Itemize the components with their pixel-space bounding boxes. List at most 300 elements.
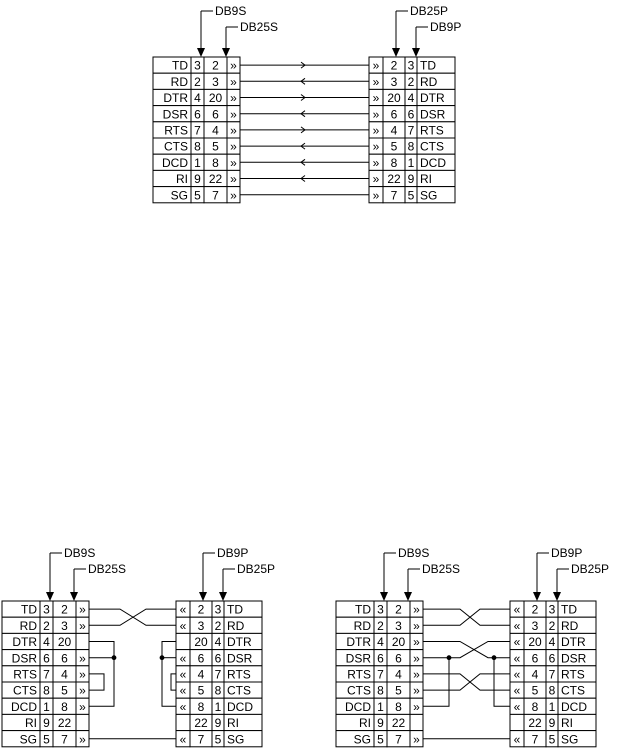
db9-pin-number: 5: [377, 732, 384, 747]
pin-row-dcd: [176, 698, 262, 714]
db25-pin-number: 8: [197, 699, 205, 714]
pointer-arrowhead: [404, 592, 412, 601]
signal-name: DTR: [12, 635, 37, 650]
signal-name: RTS: [227, 667, 251, 682]
signal-name: DTR: [420, 91, 445, 106]
left-connector-labels: [46, 546, 126, 601]
direction-glyph: «: [513, 651, 521, 666]
direction-glyph: «: [179, 651, 187, 666]
db9-pin-number: 1: [194, 155, 201, 170]
db25-pin-number: 6: [61, 651, 68, 666]
pointer-arrowhead: [70, 592, 78, 601]
direction-glyph: «: [179, 683, 187, 698]
crossover-wire: [423, 642, 510, 658]
db9-pin-number: 8: [43, 683, 50, 698]
direction-glyph: »: [372, 107, 380, 122]
db9-pin-number: 9: [377, 716, 384, 731]
signal-name: DTR: [561, 635, 586, 650]
db9-pin-number: 3: [43, 602, 50, 617]
pin-row-ri: [336, 714, 423, 730]
loopback-wire: [89, 674, 104, 690]
db9-pin-number: 6: [194, 107, 201, 122]
pointer-arrowhead: [199, 592, 207, 601]
pointer-arrowhead: [553, 592, 561, 601]
direction-glyph: »: [372, 123, 380, 138]
signal-name: DCD: [561, 699, 587, 714]
crossover-wire: [423, 609, 510, 625]
pin-row-dcd: [153, 154, 240, 170]
direction-glyph: »: [230, 58, 237, 73]
pin-row-dtr: [2, 633, 89, 649]
signal-name: DCD: [162, 155, 188, 170]
db9-pin-number: 8: [407, 139, 415, 154]
connector-label: DB9S: [398, 546, 430, 560]
pointer-arrowhead: [46, 592, 54, 601]
signal-name: DSR: [345, 651, 371, 666]
pin-row-cts: [336, 682, 423, 698]
direction-glyph: «: [513, 683, 521, 698]
pointer-arrowhead: [412, 48, 420, 57]
db25-pin-number: 6: [395, 651, 402, 666]
db25-pin-number: 20: [57, 635, 72, 650]
direction-glyph: «: [179, 667, 187, 682]
crossover-wire: [423, 642, 510, 658]
signal-name: RI: [227, 716, 239, 731]
db9-pin-number: 6: [377, 651, 384, 666]
signal-name: RTS: [347, 667, 371, 682]
pin-row-rts: [176, 666, 262, 682]
db25-pin-number: 5: [212, 139, 219, 154]
pin-row-dsr: [176, 650, 262, 666]
diagram-null-modem-full-handshake: [336, 546, 609, 747]
direction-glyph: »: [413, 667, 420, 682]
db9-pin-number: 9: [214, 716, 222, 731]
direction-glyph: »: [79, 683, 86, 698]
diagram-straight-through: [153, 4, 461, 203]
signal-name: DSR: [420, 107, 446, 122]
pointer-arrowhead: [219, 592, 227, 601]
signal-name: CTS: [420, 139, 444, 154]
connector-label: DB25P: [571, 562, 610, 576]
db9-pin-number: 1: [548, 699, 556, 714]
db9-pin-number: 1: [43, 699, 50, 714]
left-connector-labels: [197, 4, 278, 57]
db9-pin-number: 7: [194, 123, 201, 138]
direction-glyph: »: [413, 635, 420, 650]
left-connector-labels: [380, 546, 460, 601]
signal-name: DTR: [163, 91, 188, 106]
signal-name: DCD: [227, 699, 253, 714]
db9-pin-number: 9: [194, 172, 201, 187]
direction-glyph: «: [513, 635, 521, 650]
signal-name: CTS: [347, 683, 371, 698]
wires: [89, 609, 176, 739]
signal-name: RI: [25, 716, 37, 731]
db9-pin-number: 5: [43, 732, 50, 747]
db25-pin-number: 22: [194, 716, 208, 731]
db9-pin-number: 3: [214, 602, 222, 617]
db9-pin-number: 4: [43, 635, 50, 650]
pin-row-dsr: [2, 650, 89, 666]
direction-glyph: «: [179, 732, 187, 747]
db9-pin-number: 3: [407, 58, 415, 73]
pointer-arrowhead: [197, 48, 205, 57]
left-connector-table: [153, 57, 240, 203]
signal-name: TD: [227, 602, 243, 617]
signal-name: RD: [420, 74, 438, 89]
pin-row-dcd: [369, 154, 455, 170]
pin-row-rd: [153, 73, 240, 89]
db25-pin-number: 2: [395, 602, 402, 617]
db25-pin-number: 20: [528, 635, 542, 650]
tie-wire: [423, 658, 449, 707]
db9-pin-number: 3: [194, 58, 201, 73]
db25-pin-number: 20: [194, 635, 208, 650]
pin-row-td: [153, 57, 240, 73]
pin-row-cts: [176, 682, 262, 698]
pin-row-cts: [369, 138, 455, 154]
signal-name: RD: [170, 74, 188, 89]
pin-row-dtr: [176, 633, 262, 649]
signal-name: SG: [170, 188, 188, 203]
db9-pin-number: 4: [377, 635, 384, 650]
direction-glyph: »: [372, 91, 380, 106]
direction-glyph: »: [79, 732, 86, 747]
db9-pin-number: 1: [214, 699, 222, 714]
db25-pin-number: 4: [390, 123, 398, 138]
db25-pin-number: 3: [212, 74, 219, 89]
signal-name: DSR: [162, 107, 188, 122]
connector-label: DB25P: [410, 4, 449, 18]
pin-row-sg: [153, 187, 240, 203]
db9-pin-number: 9: [43, 716, 50, 731]
direction-glyph: »: [413, 618, 420, 633]
db9-pin-number: 7: [43, 667, 50, 682]
db25-pin-number: 5: [61, 683, 68, 698]
pin-row-rts: [369, 122, 455, 138]
pin-row-dsr: [336, 650, 423, 666]
connector-label: DB9P: [551, 546, 583, 560]
db25-pin-number: 22: [528, 716, 542, 731]
db25-pin-number: 3: [395, 618, 402, 633]
direction-glyph: »: [230, 74, 237, 89]
signal-name: RTS: [561, 667, 585, 682]
connector-label: DB9P: [430, 20, 462, 34]
direction-glyph: »: [372, 188, 380, 203]
db25-pin-number: 7: [390, 188, 398, 203]
db25-pin-number: 5: [197, 683, 205, 698]
pin-row-rd: [510, 617, 596, 633]
db9-pin-number: 2: [407, 74, 415, 89]
db25-pin-number: 2: [212, 58, 219, 73]
direction-glyph: »: [372, 172, 380, 187]
table-cell: [176, 714, 190, 730]
signal-name: DSR: [227, 651, 253, 666]
db25-pin-number: 8: [212, 155, 219, 170]
wires: [240, 62, 369, 195]
db9-pin-number: 7: [214, 667, 222, 682]
db9-pin-number: 2: [194, 74, 201, 89]
db25-pin-number: 5: [531, 683, 539, 698]
loopback-wire: [171, 674, 176, 690]
pointer-arrowhead: [380, 592, 388, 601]
pin-row-cts: [153, 138, 240, 154]
db25-pin-number: 3: [531, 618, 539, 633]
signal-name: CTS: [227, 683, 251, 698]
db9-pin-number: 6: [548, 651, 556, 666]
direction-glyph: »: [413, 602, 420, 617]
table-cell: [410, 714, 423, 730]
db9-pin-number: 4: [548, 635, 556, 650]
signal-name: CTS: [164, 139, 188, 154]
pin-row-ri: [176, 714, 262, 730]
pin-row-cts: [510, 682, 596, 698]
pin-row-dsr: [153, 106, 240, 122]
junction-dot: [492, 655, 497, 660]
direction-glyph: »: [413, 732, 420, 747]
left-connector-table: [336, 601, 423, 747]
db9-pin-number: 9: [548, 716, 556, 731]
db9-pin-number: 5: [548, 732, 556, 747]
pin-row-dtr: [510, 633, 596, 649]
direction-glyph: «: [179, 602, 187, 617]
signal-name: RTS: [164, 123, 188, 138]
direction-glyph: »: [372, 139, 380, 154]
db25-pin-number: 4: [61, 667, 68, 682]
crossover-wire: [89, 609, 176, 625]
db25-pin-number: 7: [395, 732, 402, 747]
db9-pin-number: 5: [194, 188, 201, 203]
db25-pin-number: 22: [208, 172, 223, 187]
db25-pin-number: 2: [390, 58, 398, 73]
left-connector-table: [2, 601, 89, 747]
pin-row-rd: [369, 73, 455, 89]
pin-row-dtr: [336, 633, 423, 649]
connector-label: DB25S: [422, 562, 461, 576]
db9-pin-number: 2: [548, 618, 556, 633]
db25-pin-number: 5: [395, 683, 402, 698]
pin-row-td: [2, 601, 89, 617]
signal-name: TD: [355, 602, 371, 617]
db9-pin-number: 1: [407, 155, 415, 170]
signal-name: DTR: [227, 635, 252, 650]
db25-pin-number: 3: [390, 74, 398, 89]
connector-label: DB25S: [240, 20, 279, 34]
signal-name: RD: [561, 618, 579, 633]
table-cell: [76, 714, 89, 730]
pin-row-td: [510, 601, 596, 617]
db9-pin-number: 8: [214, 683, 222, 698]
direction-glyph: «: [513, 667, 521, 682]
direction-glyph: »: [372, 155, 380, 170]
crossover-wire: [423, 674, 510, 690]
direction-glyph: »: [79, 651, 86, 666]
signal-name: RD: [227, 618, 245, 633]
db9-pin-number: 7: [548, 667, 556, 682]
pin-row-cts: [2, 682, 89, 698]
db9-pin-number: 2: [377, 618, 384, 633]
db25-pin-number: 22: [387, 172, 401, 187]
db25-pin-number: 8: [531, 699, 539, 714]
direction-glyph: »: [372, 58, 380, 73]
pin-row-rts: [2, 666, 89, 682]
pin-row-rd: [2, 617, 89, 633]
db9-pin-number: 3: [548, 602, 556, 617]
signal-name: DCD: [11, 699, 37, 714]
signal-name: DCD: [345, 699, 371, 714]
db25-pin-number: 20: [208, 91, 223, 106]
db9-pin-number: 8: [377, 683, 384, 698]
db25-pin-number: 3: [197, 618, 205, 633]
connector-label: DB25S: [88, 562, 127, 576]
right-connector-table: [176, 601, 262, 747]
direction-glyph: «: [179, 618, 187, 633]
connector-label: DB9S: [215, 4, 247, 18]
direction-glyph: »: [230, 155, 237, 170]
signal-name: CTS: [13, 683, 37, 698]
direction-glyph: «: [513, 618, 521, 633]
direction-glyph: »: [79, 699, 86, 714]
db25-pin-number: 8: [61, 699, 68, 714]
signal-name: TD: [561, 602, 577, 617]
junction-dot: [112, 655, 117, 660]
direction-glyph: »: [230, 172, 237, 187]
connector-label: DB9P: [217, 546, 249, 560]
db25-pin-number: 4: [531, 667, 539, 682]
db9-pin-number: 2: [43, 618, 50, 633]
direction-glyph: «: [513, 732, 521, 747]
db25-pin-number: 22: [57, 716, 72, 731]
pin-row-rts: [153, 122, 240, 138]
pointer-arrowhead: [222, 48, 230, 57]
direction-glyph: »: [230, 91, 237, 106]
signal-name: DSR: [11, 651, 37, 666]
direction-glyph: »: [230, 188, 237, 203]
db9-pin-number: 4: [214, 635, 222, 650]
signal-name: TD: [420, 58, 436, 73]
pin-row-sg: [369, 187, 455, 203]
db25-pin-number: 8: [395, 699, 402, 714]
pin-row-td: [176, 601, 262, 617]
crossover-wire: [423, 609, 510, 625]
db25-pin-number: 4: [212, 123, 219, 138]
pin-row-dtr: [153, 89, 240, 105]
signal-name: DSR: [561, 651, 587, 666]
signal-name: SG: [353, 732, 371, 747]
db9-pin-number: 6: [43, 651, 50, 666]
right-connector-table: [510, 601, 596, 747]
direction-glyph: »: [230, 123, 237, 138]
pin-row-sg: [2, 731, 89, 747]
pin-row-td: [369, 57, 455, 73]
connector-label: DB9S: [64, 546, 96, 560]
pin-row-dcd: [510, 698, 596, 714]
pin-row-rts: [510, 666, 596, 682]
table-cell: [510, 714, 524, 730]
direction-glyph: »: [79, 667, 86, 682]
right-connector-labels: [199, 546, 275, 601]
signal-name: DTR: [346, 635, 371, 650]
pin-row-sg: [510, 731, 596, 747]
signal-name: RD: [19, 618, 37, 633]
pin-row-sg: [336, 731, 423, 747]
db25-pin-number: 5: [390, 139, 398, 154]
db9-pin-number: 9: [407, 172, 415, 187]
db9-pin-number: 4: [194, 91, 201, 106]
db25-pin-number: 6: [212, 107, 219, 122]
signal-name: SG: [561, 732, 579, 747]
signal-name: DCD: [420, 155, 446, 170]
direction-glyph: »: [230, 107, 237, 122]
direction-glyph: »: [413, 699, 420, 714]
db9-pin-number: 7: [377, 667, 384, 682]
pin-row-dsr: [510, 650, 596, 666]
db9-pin-number: 5: [214, 732, 222, 747]
db9-pin-number: 4: [407, 91, 415, 106]
direction-glyph: «: [513, 602, 521, 617]
pin-row-dsr: [369, 106, 455, 122]
db25-pin-number: 3: [61, 618, 68, 633]
db25-pin-number: 7: [212, 188, 219, 203]
db9-pin-number: 1: [377, 699, 384, 714]
pin-row-td: [336, 601, 423, 617]
direction-glyph: »: [413, 651, 420, 666]
pin-row-ri: [510, 714, 596, 730]
direction-glyph: »: [413, 683, 420, 698]
db9-pin-number: 8: [194, 139, 201, 154]
pin-row-sg: [176, 731, 262, 747]
connector-label: DB25P: [237, 562, 276, 576]
db25-pin-number: 4: [197, 667, 205, 682]
pin-row-dtr: [369, 89, 455, 105]
signal-name: RTS: [420, 123, 444, 138]
signal-name: SG: [420, 188, 438, 203]
pin-row-rd: [336, 617, 423, 633]
pin-row-dcd: [2, 698, 89, 714]
db25-pin-number: 2: [61, 602, 68, 617]
direction-glyph: »: [372, 74, 380, 89]
table-cell: [176, 633, 190, 649]
db25-pin-number: 2: [197, 602, 205, 617]
crossover-wire: [423, 674, 510, 690]
db25-pin-number: 8: [390, 155, 398, 170]
db25-pin-number: 7: [61, 732, 68, 747]
right-connector-table: [369, 57, 455, 203]
direction-glyph: »: [79, 602, 86, 617]
db25-pin-number: 2: [531, 602, 539, 617]
db9-pin-number: 6: [214, 651, 222, 666]
tie-wire: [494, 658, 510, 707]
db9-pin-number: 5: [407, 188, 415, 203]
signal-name: TD: [172, 58, 188, 73]
db25-pin-number: 7: [197, 732, 205, 747]
db25-pin-number: 6: [390, 107, 398, 122]
db25-pin-number: 4: [395, 667, 402, 682]
wires: [423, 609, 510, 739]
pin-row-dcd: [336, 698, 423, 714]
signal-name: RI: [420, 172, 432, 187]
db9-pin-number: 6: [407, 107, 415, 122]
signal-name: SG: [19, 732, 37, 747]
signal-name: RI: [561, 716, 573, 731]
junction-dot: [160, 655, 165, 660]
signal-name: CTS: [561, 683, 585, 698]
pin-row-ri: [153, 170, 240, 186]
right-connector-labels: [533, 546, 609, 601]
direction-glyph: »: [79, 618, 86, 633]
db25-pin-number: 22: [391, 716, 406, 731]
right-connector-labels: [392, 4, 461, 57]
